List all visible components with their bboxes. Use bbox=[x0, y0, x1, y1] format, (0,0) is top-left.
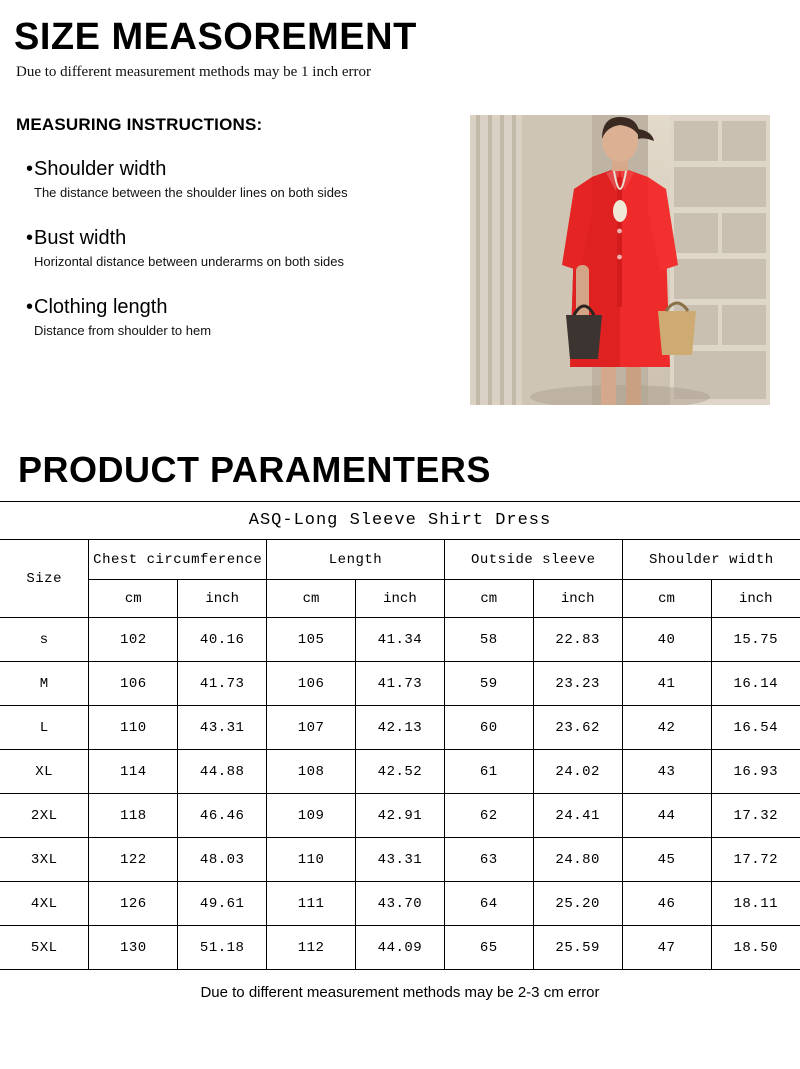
cell-sleeve-cm: 60 bbox=[444, 706, 533, 750]
table-row bbox=[0, 706, 800, 750]
cell-shoulder-inch: 16.93 bbox=[711, 750, 800, 794]
column-header-size: Size bbox=[0, 540, 89, 618]
instructions-section bbox=[0, 115, 800, 445]
column-group-chest: Chest circumference bbox=[89, 540, 267, 580]
cell-length-inch: 42.91 bbox=[356, 794, 445, 838]
cell-length-cm: 107 bbox=[267, 706, 356, 750]
cell-sleeve-cm: 65 bbox=[444, 926, 533, 970]
measure-title-row bbox=[26, 157, 446, 181]
cell-chest-cm: 130 bbox=[89, 926, 178, 970]
cell-sleeve-inch: 22.83 bbox=[533, 618, 622, 662]
cell-sleeve-inch: 24.02 bbox=[533, 750, 622, 794]
cell-length-inch: 43.31 bbox=[356, 838, 445, 882]
cell-length-inch: 41.34 bbox=[356, 618, 445, 662]
cell-chest-inch: 48.03 bbox=[178, 838, 267, 882]
measure-title-row bbox=[26, 295, 446, 319]
cell-shoulder-cm: 42 bbox=[622, 706, 711, 750]
list-item bbox=[26, 226, 446, 269]
cell-shoulder-cm: 47 bbox=[622, 926, 711, 970]
cell-size: 2XL bbox=[0, 794, 89, 838]
table-row bbox=[0, 750, 800, 794]
unit-length-cm: cm bbox=[267, 580, 356, 618]
cell-shoulder-cm: 43 bbox=[622, 750, 711, 794]
measure-title: Shoulder width bbox=[34, 158, 167, 180]
cell-chest-cm: 106 bbox=[89, 662, 178, 706]
table-row bbox=[0, 882, 800, 926]
cell-sleeve-cm: 61 bbox=[444, 750, 533, 794]
cell-size: 4XL bbox=[0, 882, 89, 926]
cell-shoulder-cm: 46 bbox=[622, 882, 711, 926]
cell-chest-cm: 102 bbox=[89, 618, 178, 662]
table-footer-note: Due to different measurement methods may be 2-3 cm error bbox=[200, 984, 600, 1001]
table-row bbox=[0, 926, 800, 970]
column-group-outside-sleeve: Outside sleeve bbox=[444, 540, 622, 580]
bullet-icon: • bbox=[26, 158, 34, 180]
cell-length-cm: 108 bbox=[267, 750, 356, 794]
cell-length-inch: 41.73 bbox=[356, 662, 445, 706]
cell-shoulder-inch: 15.75 bbox=[711, 618, 800, 662]
table-title-row bbox=[0, 502, 800, 540]
cell-sleeve-cm: 64 bbox=[444, 882, 533, 926]
table-units-row bbox=[0, 580, 800, 618]
measure-title-row bbox=[26, 226, 446, 250]
cell-chest-inch: 44.88 bbox=[178, 750, 267, 794]
page-title: SIZE MEASOREMENT bbox=[14, 16, 417, 58]
table-row bbox=[0, 838, 800, 882]
table-row bbox=[0, 662, 800, 706]
cell-size: 5XL bbox=[0, 926, 89, 970]
cell-shoulder-inch: 18.50 bbox=[711, 926, 800, 970]
cell-shoulder-cm: 44 bbox=[622, 794, 711, 838]
instructions-heading: MEASURING INSTRUCTIONS: bbox=[16, 115, 263, 134]
cell-length-cm: 109 bbox=[267, 794, 356, 838]
cell-shoulder-inch: 16.14 bbox=[711, 662, 800, 706]
cell-shoulder-inch: 18.11 bbox=[711, 882, 800, 926]
size-spec-table bbox=[0, 501, 800, 970]
cell-shoulder-cm: 41 bbox=[622, 662, 711, 706]
bullet-icon: • bbox=[26, 296, 34, 318]
bullet-icon: • bbox=[26, 227, 34, 249]
cell-shoulder-inch: 17.72 bbox=[711, 838, 800, 882]
cell-length-inch: 42.52 bbox=[356, 750, 445, 794]
measure-list bbox=[26, 157, 446, 338]
cell-length-inch: 43.70 bbox=[356, 882, 445, 926]
cell-size: XL bbox=[0, 750, 89, 794]
cell-chest-cm: 110 bbox=[89, 706, 178, 750]
cell-sleeve-inch: 24.41 bbox=[533, 794, 622, 838]
cell-chest-inch: 46.46 bbox=[178, 794, 267, 838]
cell-sleeve-cm: 63 bbox=[444, 838, 533, 882]
cell-chest-cm: 118 bbox=[89, 794, 178, 838]
section-title-parameters: PRODUCT PARAMENTERS bbox=[18, 449, 491, 490]
cell-sleeve-inch: 24.80 bbox=[533, 838, 622, 882]
unit-shoulder-inch: inch bbox=[711, 580, 800, 618]
cell-chest-cm: 126 bbox=[89, 882, 178, 926]
cell-size: 3XL bbox=[0, 838, 89, 882]
cell-sleeve-inch: 23.23 bbox=[533, 662, 622, 706]
cell-shoulder-cm: 45 bbox=[622, 838, 711, 882]
size-chart-page bbox=[0, 18, 800, 1001]
cell-chest-inch: 40.16 bbox=[178, 618, 267, 662]
cell-length-inch: 42.13 bbox=[356, 706, 445, 750]
cell-chest-inch: 51.18 bbox=[178, 926, 267, 970]
unit-sleeve-cm: cm bbox=[444, 580, 533, 618]
cell-shoulder-cm: 40 bbox=[622, 618, 711, 662]
measure-description: Distance from shoulder to hem bbox=[34, 323, 212, 338]
table-row bbox=[0, 794, 800, 838]
unit-length-inch: inch bbox=[356, 580, 445, 618]
product-photo-illustration bbox=[470, 115, 770, 405]
cell-shoulder-inch: 16.54 bbox=[711, 706, 800, 750]
table-row bbox=[0, 618, 800, 662]
unit-chest-cm: cm bbox=[89, 580, 178, 618]
cell-sleeve-cm: 59 bbox=[444, 662, 533, 706]
cell-chest-inch: 43.31 bbox=[178, 706, 267, 750]
measure-title: Clothing length bbox=[34, 296, 168, 318]
cell-chest-inch: 41.73 bbox=[178, 662, 267, 706]
cell-length-cm: 112 bbox=[267, 926, 356, 970]
cell-length-cm: 110 bbox=[267, 838, 356, 882]
measure-description: The distance between the shoulder lines on both sides bbox=[34, 185, 348, 200]
unit-sleeve-inch: inch bbox=[533, 580, 622, 618]
cell-size: M bbox=[0, 662, 89, 706]
cell-sleeve-cm: 62 bbox=[444, 794, 533, 838]
page-subtitle-note: Due to different measurement methods may be 1 inch error bbox=[16, 64, 372, 80]
cell-sleeve-inch: 23.62 bbox=[533, 706, 622, 750]
measure-title: Bust width bbox=[34, 227, 127, 249]
table-title: ASQ-Long Sleeve Shirt Dress bbox=[0, 502, 800, 540]
table-group-header-row bbox=[0, 540, 800, 580]
measure-description: Horizontal distance between underarms on both sides bbox=[34, 254, 345, 269]
cell-length-cm: 105 bbox=[267, 618, 356, 662]
column-group-shoulder-width: Shoulder width bbox=[622, 540, 800, 580]
product-photo bbox=[470, 115, 770, 405]
cell-sleeve-cm: 58 bbox=[444, 618, 533, 662]
cell-length-inch: 44.09 bbox=[356, 926, 445, 970]
cell-length-cm: 106 bbox=[267, 662, 356, 706]
cell-size: L bbox=[0, 706, 89, 750]
list-item bbox=[26, 295, 446, 338]
column-group-length: Length bbox=[267, 540, 445, 580]
list-item bbox=[26, 157, 446, 200]
unit-shoulder-cm: cm bbox=[622, 580, 711, 618]
cell-chest-inch: 49.61 bbox=[178, 882, 267, 926]
cell-chest-cm: 114 bbox=[89, 750, 178, 794]
cell-chest-cm: 122 bbox=[89, 838, 178, 882]
cell-sleeve-inch: 25.20 bbox=[533, 882, 622, 926]
cell-length-cm: 111 bbox=[267, 882, 356, 926]
unit-chest-inch: inch bbox=[178, 580, 267, 618]
cell-sleeve-inch: 25.59 bbox=[533, 926, 622, 970]
cell-size: s bbox=[0, 618, 89, 662]
cell-shoulder-inch: 17.32 bbox=[711, 794, 800, 838]
